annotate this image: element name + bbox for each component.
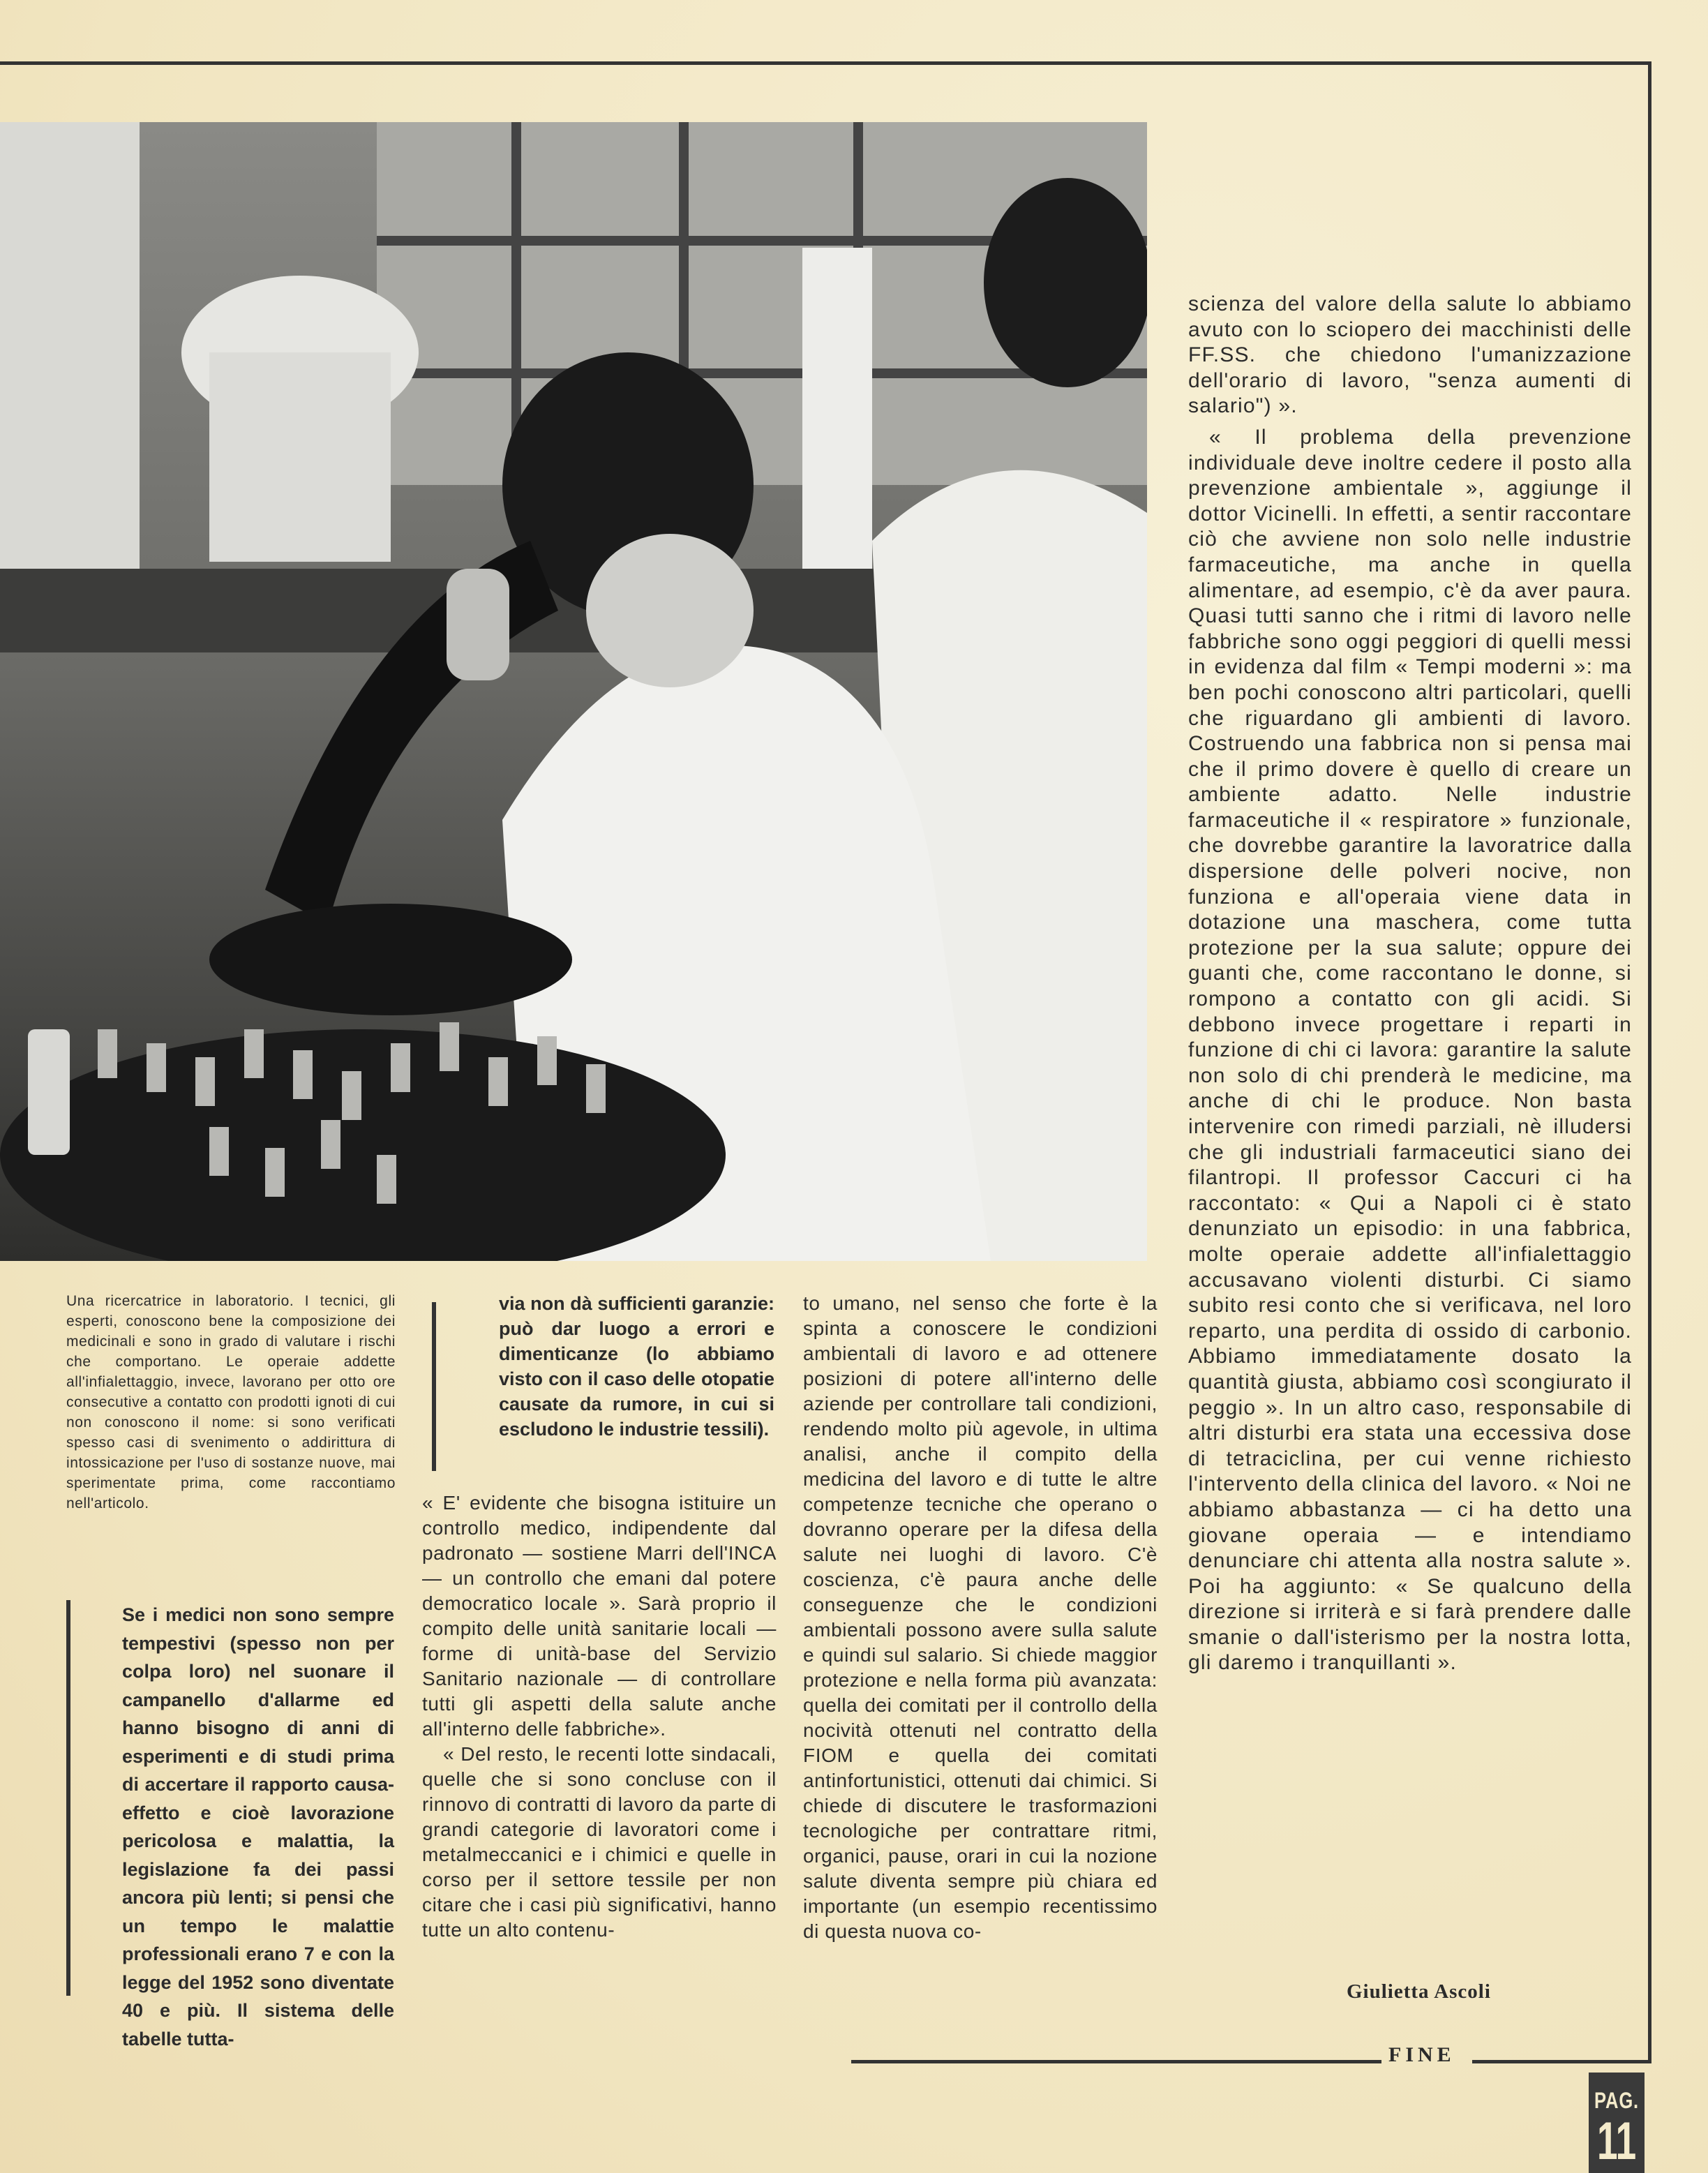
frame-line-bottom-right bbox=[1472, 2060, 1651, 2063]
boxed-text-part2 bbox=[499, 1291, 774, 1442]
boxed-text-bar-left bbox=[66, 1600, 70, 1996]
article-column-4 bbox=[1188, 292, 1632, 1676]
frame-line-bottom-left bbox=[851, 2060, 1381, 2063]
article-paragraph: scienza del valore della salute lo abbiamo avuto con lo sciopero dei macchinisti delle FF.SS. che chiedono l'umanizzazione dell'orario di lavoro, "senza aumenti di salario") ». bbox=[1188, 292, 1632, 418]
page-label: PAG. bbox=[1594, 2088, 1639, 2113]
boxed-text-paragraph: Se i medici non sono sempre tempestivi (spesso non per colpa loro) nel suonare il campanello d'allarme ed hanno bisogno di anni di esperimenti e di studi prima di accertare il rapporto causa-effetto e cioè lavorazione pericolosa e malattia, la legislazione fa dei passi ancora più lenti; si pensi che un tempo le malattie professionali erano 7 e con la legge del 1952 sono diventate 40 e più. Il sistema delle tabelle tutta- bbox=[122, 1604, 394, 2049]
article-paragraph: « Il problema della prevenzione individuale deve inoltre cedere il posto alla prevenzione ambientale », aggiunge il dottor Vicinelli. In effetti, a sentir raccontare ciò che avviene non solo nelle industrie farmaceutiche, ma anche in quella alimentare, ad esempio, c'è da aver paura. Quasi tutti sanno che i ritmi di lavoro nelle fabbriche sono oggi peggiori di quelli messi in evidenza dal film « Tempi moderni »: ma ben pochi conoscono altri particolari, quelli che riguardano gli ambienti di lavoro. Costruendo una fabbrica non si pensa mai che il primo dovere è quello di creare un ambiente adatto. Nelle industrie farmaceutiche il « respiratore » funzionale, che dovrebbe garantire la lavoratrice dalla dispersione delle polveri nocive, non funziona e all'operaia viene data in dotazione una maschera, come tutta protezione per la sua salute; oppure dei guanti che, come raccontano le donne, si rompono a contatto con gli acidi. Si debbono invece progettare i reparti in funzione di chi ci lavora: garantire la salute non solo di chi prenderà le medicine, ma anche di chi le produce. Non basta intervenire con rimedi parziali, nè illudersi che gli industriali farmaceutici siano dei filantropi. Il professor Caccuri ci ha raccontato: « Qui a Napoli ci è stato denunziato un episodio: in una fabbrica, molte operaie addette all'infialettaggio accusavano violenti disturbi. Ci siamo subito resi conto che si verificava, nel loro reparto, una perdita di ossido di carbonio. Abbiamo immediatamente dosato la quantità giusta, abbiamo così scongiurato il peggio ». In un altro caso, responsabile di altri disturbi era stata una eccessiva dose di tetraciclina, per cui venne richiesto l'intervento della clinica del lavoro. « Noi ne abbiamo abbastanza — ci ha detto una giovane operaia — e intendiamo denunciare chi attenta alla nostra salute ». Poi ha aggiunto: « Se qualcuno della direzione si irriterà e si farà prendere dalle smanie o dall'isterismo per la nostra lotta, gli daremo i tranquillanti ». bbox=[1188, 425, 1632, 1675]
article-paragraph: to umano, nel senso che forte è la spinta a conoscere le condizioni ambientali di lavoro e ad ottenere posizioni di potere all'interno delle aziende per controllare tali condizioni, rendendo molto più agevole, in ultima analisi, anche il compito della medicina del lavoro e di tutte le altre competenze tecniche che operano o dovranno operare per la difesa della salute nei luoghi di lavoro. C'è coscienza, c'è paura anche delle conseguenze che le condizioni ambientali possono avere sulla salute e quindi sul salario. Si chiede maggior protezione e nella forma più avanzata: quella dei comitati per il controllo della nocività ottenuti nel contratto della FIOM e quella dei comitati antinfortunistici, ottenuti dai chimici. Si chiede di discutere le trasformazioni tecnologiche per contrattare ritmi, organici, pause, orari in cui la nozione salute diventa sempre più chiara ed importante (un esempio recentissimo di questa nuova co- bbox=[803, 1292, 1158, 1942]
end-marker: FINE bbox=[1388, 2043, 1455, 2066]
frame-line-right bbox=[1648, 61, 1651, 2063]
article-column-3 bbox=[803, 1291, 1158, 1944]
article-paragraph: « E' evidente che bisogna istituire un controllo medico, indipendente dal padronato — sostiene Marri dell'INCA — un controllo che emani dal potere democratico locale ». Sarà proprio il compito delle unità sanitarie locali — forme di unità-base del Servizio Sanitario nazionale — di controllare tutti gli aspetti della salute anche all'interno delle fabbriche». bbox=[422, 1492, 777, 1740]
laboratory-photo bbox=[0, 122, 1147, 1261]
page-number-badge bbox=[1589, 2073, 1645, 2173]
article-paragraph: « Del resto, le recenti lotte sindacali, quelle che si sono concluse con il rinnovo di contratti di lavoro da parte di grandi categorie di lavoratori come i metalmeccanici e i chimici e quelle in corso per il settore tessile per non citare che i casi più significativi, hanno tutte un alto contenu- bbox=[422, 1743, 777, 1941]
photo-caption bbox=[66, 1291, 396, 1514]
caption-text: Una ricercatrice in laboratorio. I tecnici, gli esperti, conoscono bene la composizione dei medicinali e sono in grado di valutare i rischi che comportano. Le operaie addette all'infialettaggio, invece, lavorano per otto ore consecutive a contatto con prodotti ignoti di cui non conoscono il nome: si sono verificati spesso casi di svenimento o addirittura di intossicazione per l'uso di sostanze nuove, mai sperimentate prima, come raccontiamo nell'articolo. bbox=[66, 1293, 396, 1511]
page-number: 11 bbox=[1597, 2112, 1637, 2171]
frame-line-top bbox=[0, 61, 1651, 65]
article-column-2 bbox=[422, 1491, 777, 1943]
boxed-text-bar-col2 bbox=[432, 1302, 436, 1471]
boxed-text-paragraph: via non dà sufficienti garanzie: può dar luogo a errori e dimenticanze (lo abbiamo visto con il caso delle otopatie causate da rumore, in cui si escludono le industrie tessili). bbox=[499, 1293, 774, 1440]
author-signature: Giulietta Ascoli bbox=[1347, 1980, 1491, 2003]
boxed-text-part1 bbox=[122, 1601, 394, 2053]
